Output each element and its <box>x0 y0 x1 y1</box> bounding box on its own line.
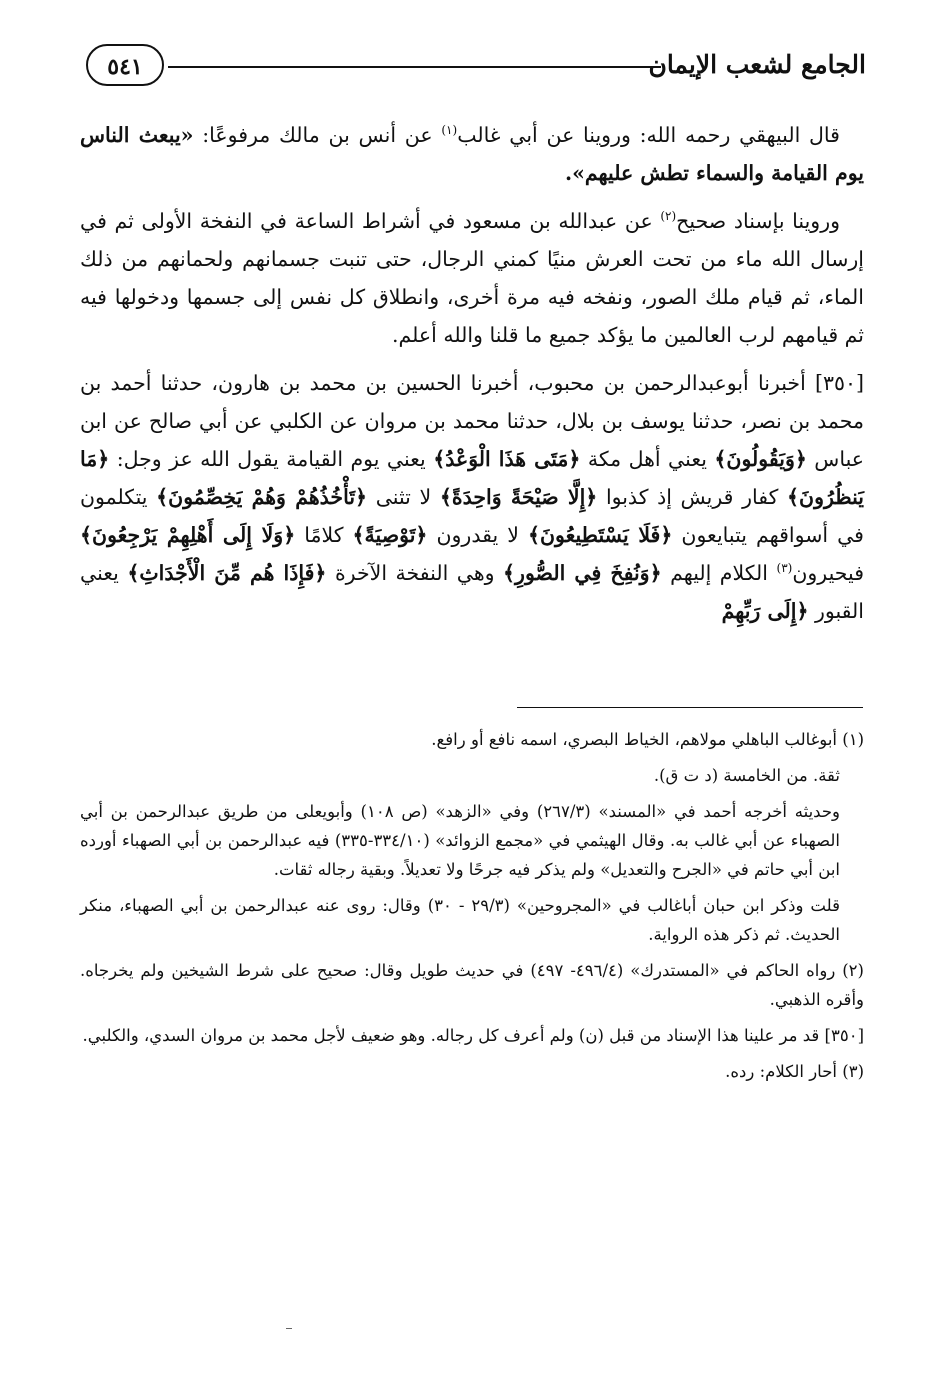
quran-quote: ﴿إِلَى رَبِّهِمْ <box>721 599 809 623</box>
scan-mark <box>286 1328 292 1329</box>
footnote-1-takhrij: وحديثه أخرجه أحمد في «المسند» (٢٦٧/٣) وفي «الزهد» (ص ١٠٨) وأبويعلى من طريق عبدالرحمن بن أبي الصهباء عن أبي غالب به. وقال الهيثمي في «مجمع الزوائد» (٣٣٤/١٠-٣٣٥) فيه عبدالرحمن بن أبي الصهباء أورده ابن أبي حاتم في «الجرح والتعديل» ولم يذكر فيه جرحًا ولا تعديلاً. وبقية رجاله ثقات. <box>80 802 840 879</box>
text-segment: عن أنس بن مالك مرفوعًا: <box>202 123 442 147</box>
footnote-1: (١) أبوغالب الباهلي مولاهم، الخياط البصري، اسمه نافع أو رافع. <box>431 730 864 749</box>
footnote-ref-3: (٣) <box>776 561 793 576</box>
text-segment: الكلام إليهم <box>661 561 777 585</box>
quran-quote: ﴿تَأْخُذُهُمْ وَهُمْ يَخِصِّمُونَ﴾ <box>156 485 368 509</box>
paragraph-bayhaqi <box>80 116 864 192</box>
main-text <box>80 116 864 640</box>
footnote-1-grade: ثقة. من الخامسة (د ت ق). <box>653 766 840 785</box>
quran-quote: ﴿وَلَا إِلَى أَهْلِهِمْ يَرْجِعُونَ﴾ <box>80 523 296 547</box>
quran-quote: ﴿وَيَقُولُونَ﴾ <box>714 447 807 471</box>
quran-quote: ﴿تَوْصِيَةً﴾ <box>352 523 428 547</box>
running-title: الجامع لشعب الإيمان <box>648 50 866 79</box>
footnote-ref-1: (١) <box>441 123 458 138</box>
text-segment: قال البيهقي رحمه الله: وروينا عن أبي غالب <box>457 123 840 147</box>
text-segment: لا يقدرون <box>427 523 528 547</box>
page-header <box>86 42 866 94</box>
footnote-ref-2: (٢) <box>660 209 677 224</box>
quran-quote: ﴿إِلَّا صَيْحَةً وَاحِدَةً﴾ <box>439 485 598 509</box>
page-number: ٥٤١ <box>86 44 164 86</box>
text-segment: عن عبدالله بن مسعود في أشراط الساعة في النفخة الأولى ثم في إرسال الله ماء من تحت العرش منيًا كمني الرجال، حتى تنبت جسمانهم ولحمانهم من ذلك الماء، ثم قيام ملك الصور، ونفخه فيه مرة أخرى، وانطلاق كل نفس إلى جسمها ودخولها فيه ثم قيامهم لرب العالمين ما يؤكد جميع ما قلنا والله أعلم. <box>80 209 864 347</box>
text-segment: يتكلمون في أسواقهم يتبايعون <box>80 485 864 547</box>
paragraph-ibn-masud <box>80 202 864 354</box>
text-segment: كلامًا <box>295 523 353 547</box>
text-segment: وهي النفخة الآخرة <box>326 561 504 585</box>
quran-quote: ﴿مَا يَنظُرُونَ﴾ <box>80 447 865 509</box>
footnote-divider <box>517 707 863 708</box>
footnotes <box>80 725 864 1093</box>
paragraph-hadith-350 <box>80 364 864 630</box>
text-segment: فيحيرون <box>792 561 864 585</box>
footnote-2: (٢) رواه الحاكم في «المستدرك» (٤٩٦/٤- ٤٩٧) في حديث طويل وقال: صحيح على شرط الشيخين ولم يخرجاه. وأقره الذهبي. <box>80 961 864 1009</box>
text-segment: يعني أهل مكة <box>580 447 715 471</box>
text-segment: لا تثنى <box>367 485 440 509</box>
quran-quote: ﴿وَنُفِخَ فِي الصُّورِ﴾ <box>503 561 662 585</box>
footnote-3: (٣) أحار الكلام: رده. <box>725 1062 864 1081</box>
footnote-350: [٣٥٠] قد مر علينا هذا الإسناد من قبل (ن) ولم أعرف كل رجاله. وهو ضعيف لأجل محمد بن مروان السدي، والكلبي. <box>82 1026 864 1045</box>
hadith-text: «يبعث الناس يوم القيامة والسماء تطش عليهم». <box>80 123 864 185</box>
quran-quote: ﴿فَلَا يَسْتَطِيعُونَ﴾ <box>527 523 673 547</box>
text-segment: يعني يوم القيامة يقول الله عز وجل: <box>109 447 434 471</box>
quran-quote: ﴿مَتَى هَذَا الْوَعْدُ﴾ <box>433 447 581 471</box>
text-segment: يعني القبور <box>80 561 864 623</box>
footnote-1-note: قلت وذكر ابن حبان أباغالب في «المجروحين» (٢٩/٣ - ٣٠) وقال: روى عنه عبدالرحمن بن أبي الصهباء، منكر الحديث. ثم ذكر هذه الرواية. <box>80 896 840 944</box>
text-segment: وروينا بإسناد صحيح <box>676 209 840 233</box>
quran-quote: ﴿فَإِذَا هُم مِّنَ الْأَجْدَاثِ﴾ <box>127 561 327 585</box>
header-rule <box>168 66 661 68</box>
text-segment: كفار قريش إذ كذبوا <box>597 485 788 509</box>
text-segment: [٣٥٠] أخبرنا أبوعبدالرحمن بن محبوب، أخبرنا الحسين بن محمد بن هارون، حدثنا أحمد بن محمد بن نصر، حدثنا يوسف بن بلال، حدثنا محمد بن مروان عن الكلبي عن أبي صالح عن ابن عباس <box>80 371 864 471</box>
